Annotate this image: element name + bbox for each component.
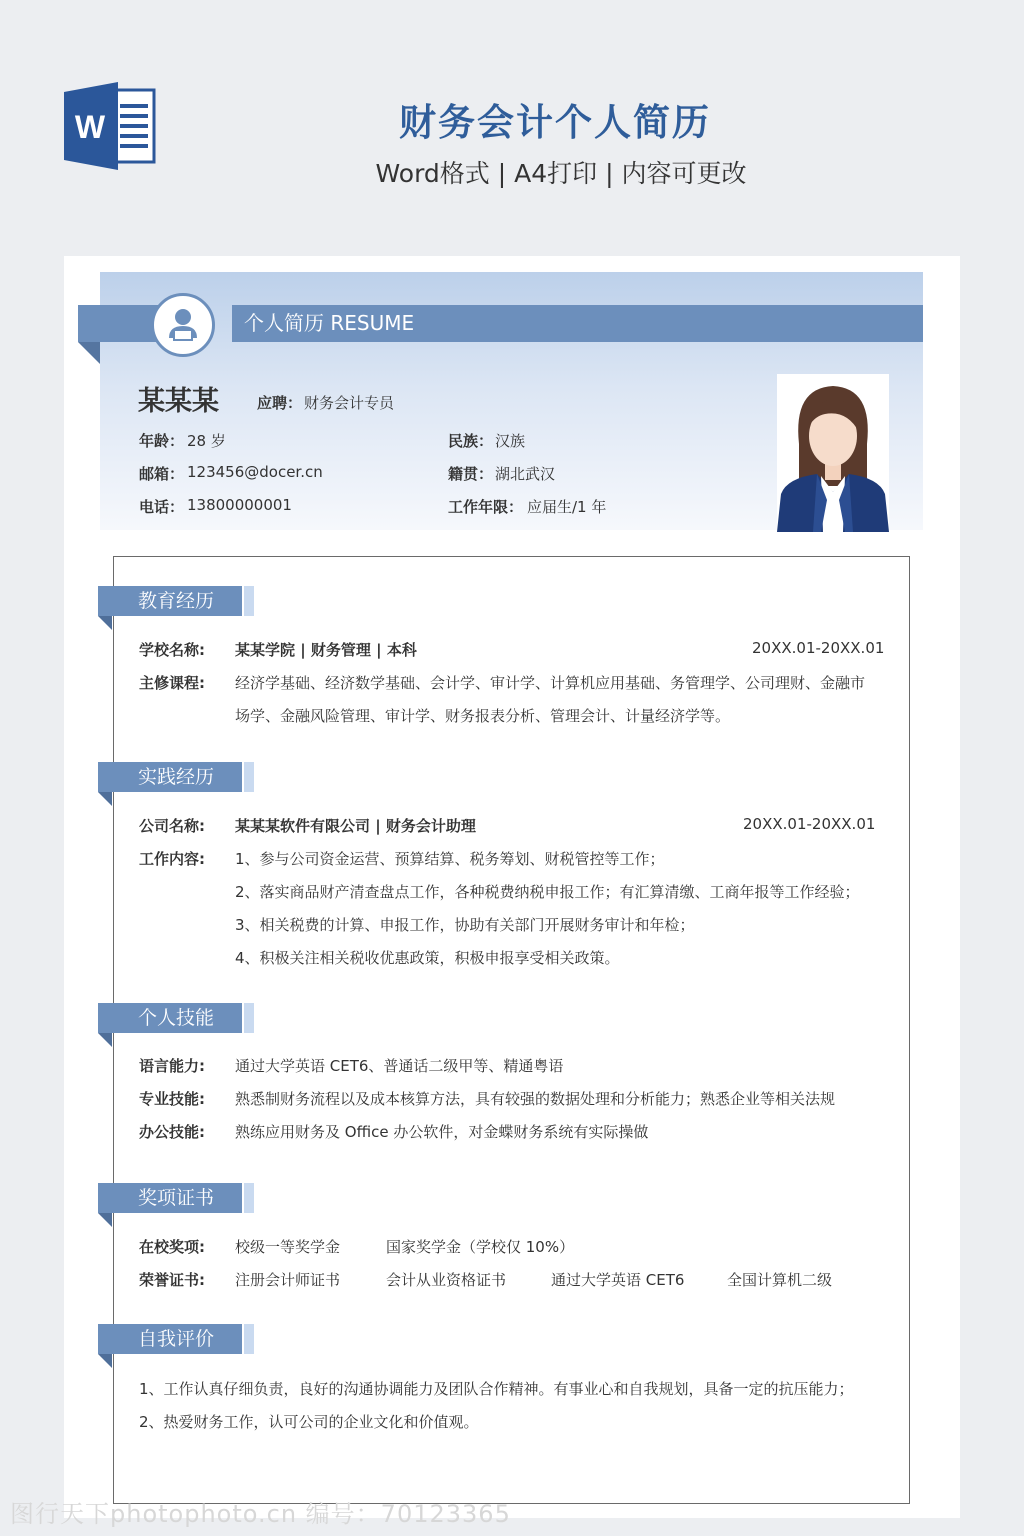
courses-label: 主修课程: [139,674,205,692]
profile-photo [777,374,889,532]
section-fold [98,1213,112,1227]
document-subtitle: Word格式 | A4打印 | 内容可更改 [375,159,747,188]
work-label: 工作内容: [139,850,205,868]
section-heading-skills: 个人技能 [98,1003,242,1033]
age-label: 年龄： [139,432,185,450]
svg-text:W: W [74,109,106,145]
certificate-item: 全国计算机二级 [727,1271,833,1289]
section-heading-education: 教育经历 [98,586,242,616]
work-item: 2、落实商品财产清查盘点工作，各种税费纳税申报工作；有汇算清缴、工商年报等工作经验； [235,883,860,901]
award-item: 校级一等奖学金 [235,1238,341,1256]
certificate-item: 通过大学英语 CET6 [551,1271,685,1289]
certificates-label: 荣誉证书: [139,1271,205,1289]
section-accent [244,1003,254,1033]
section-accent [244,762,254,792]
phone-value: 13800000001 [187,496,292,514]
office-skill-value: 熟练应用财务及 Office 办公软件，对金蝶财务系统有实际操做 [235,1123,649,1141]
user-icon [151,293,215,357]
years-value: 应届生/1 年 [527,498,607,516]
candidate-name: 某某某 [138,386,219,417]
language-value: 通过大学英语 CET6、普通话二级甲等、精通粤语 [235,1057,564,1075]
apply-label: 应聘： [257,394,303,412]
work-item: 1、参与公司资金运营、预算结算、税务筹划、财税管控等工作； [235,850,665,868]
company-label: 公司名称: [139,817,205,835]
courses-line-1: 经济学基础、经济数学基础、会计学、审计学、计算机应用基础、务管理学、公司理财、金融市 [235,674,866,692]
self-eval-item: 2、热爱财务工作，认可公司的企业文化和价值观。 [139,1413,479,1431]
education-date: 20XX.01-20XX.01 [752,639,885,657]
origin-value: 湖北武汉 [495,465,556,483]
section-fold [98,616,112,630]
practice-date: 20XX.01-20XX.01 [743,815,876,833]
section-accent [244,1324,254,1354]
certificate-item: 注册会计师证书 [235,1271,341,1289]
years-label: 工作年限： [448,498,524,516]
pro-skill-value: 熟悉制财务流程以及成本核算方法，具有较强的数据处理和分析能力；熟悉企业等相关法规 [235,1090,836,1108]
company-value: 某某某软件有限公司 | 财务会计助理 [235,817,476,835]
work-item: 4、积极关注相关税收优惠政策，积极申报享受相关政策。 [235,949,620,967]
email-value: 123456@docer.cn [187,463,323,481]
ethnicity-label: 民族： [448,432,494,450]
age-value: 28 岁 [187,432,226,450]
section-accent [244,586,254,616]
resume-bar-fold [78,342,100,364]
school-value: 某某学院 | 财务管理 | 本科 [235,641,417,659]
section-fold [98,1033,112,1047]
resume-title-bar: 个人简历 RESUME [232,305,923,342]
section-accent [244,1183,254,1213]
pro-skill-label: 专业技能: [139,1090,205,1108]
school-label: 学校名称: [139,641,205,659]
email-label: 邮箱： [139,465,185,483]
section-heading-awards: 奖项证书 [98,1183,242,1213]
office-skill-label: 办公技能: [139,1123,205,1141]
phone-label: 电话： [139,498,185,516]
work-item: 3、相关税费的计算、申报工作，协助有关部门开展财务审计和年检； [235,916,695,934]
watermark: 图行天下photophoto.cn 编号：70123365 [10,1500,511,1528]
origin-label: 籍贯： [448,465,494,483]
award-item: 国家奖学金（学校仅 10%） [386,1238,575,1256]
school-awards-label: 在校奖项: [139,1238,205,1256]
language-label: 语言能力: [139,1057,205,1075]
section-fold [98,1354,112,1368]
self-eval-item: 1、工作认真仔细负责，良好的沟通协调能力及团队合作精神。有事业心和自我规划，具备一定的抗压能力； [139,1380,854,1398]
document-title: 财务会计个人简历 [399,101,711,144]
section-heading-practice: 实践经历 [98,762,242,792]
apply-value: 财务会计专员 [304,394,395,412]
certificate-item: 会计从业资格证书 [386,1271,507,1289]
section-fold [98,792,112,806]
ethnicity-value: 汉族 [495,432,526,450]
section-heading-self-evaluation: 自我评价 [98,1324,242,1354]
courses-line-2: 场学、金融风险管理、审计学、财务报表分析、管理会计、计量经济学等。 [235,707,731,725]
